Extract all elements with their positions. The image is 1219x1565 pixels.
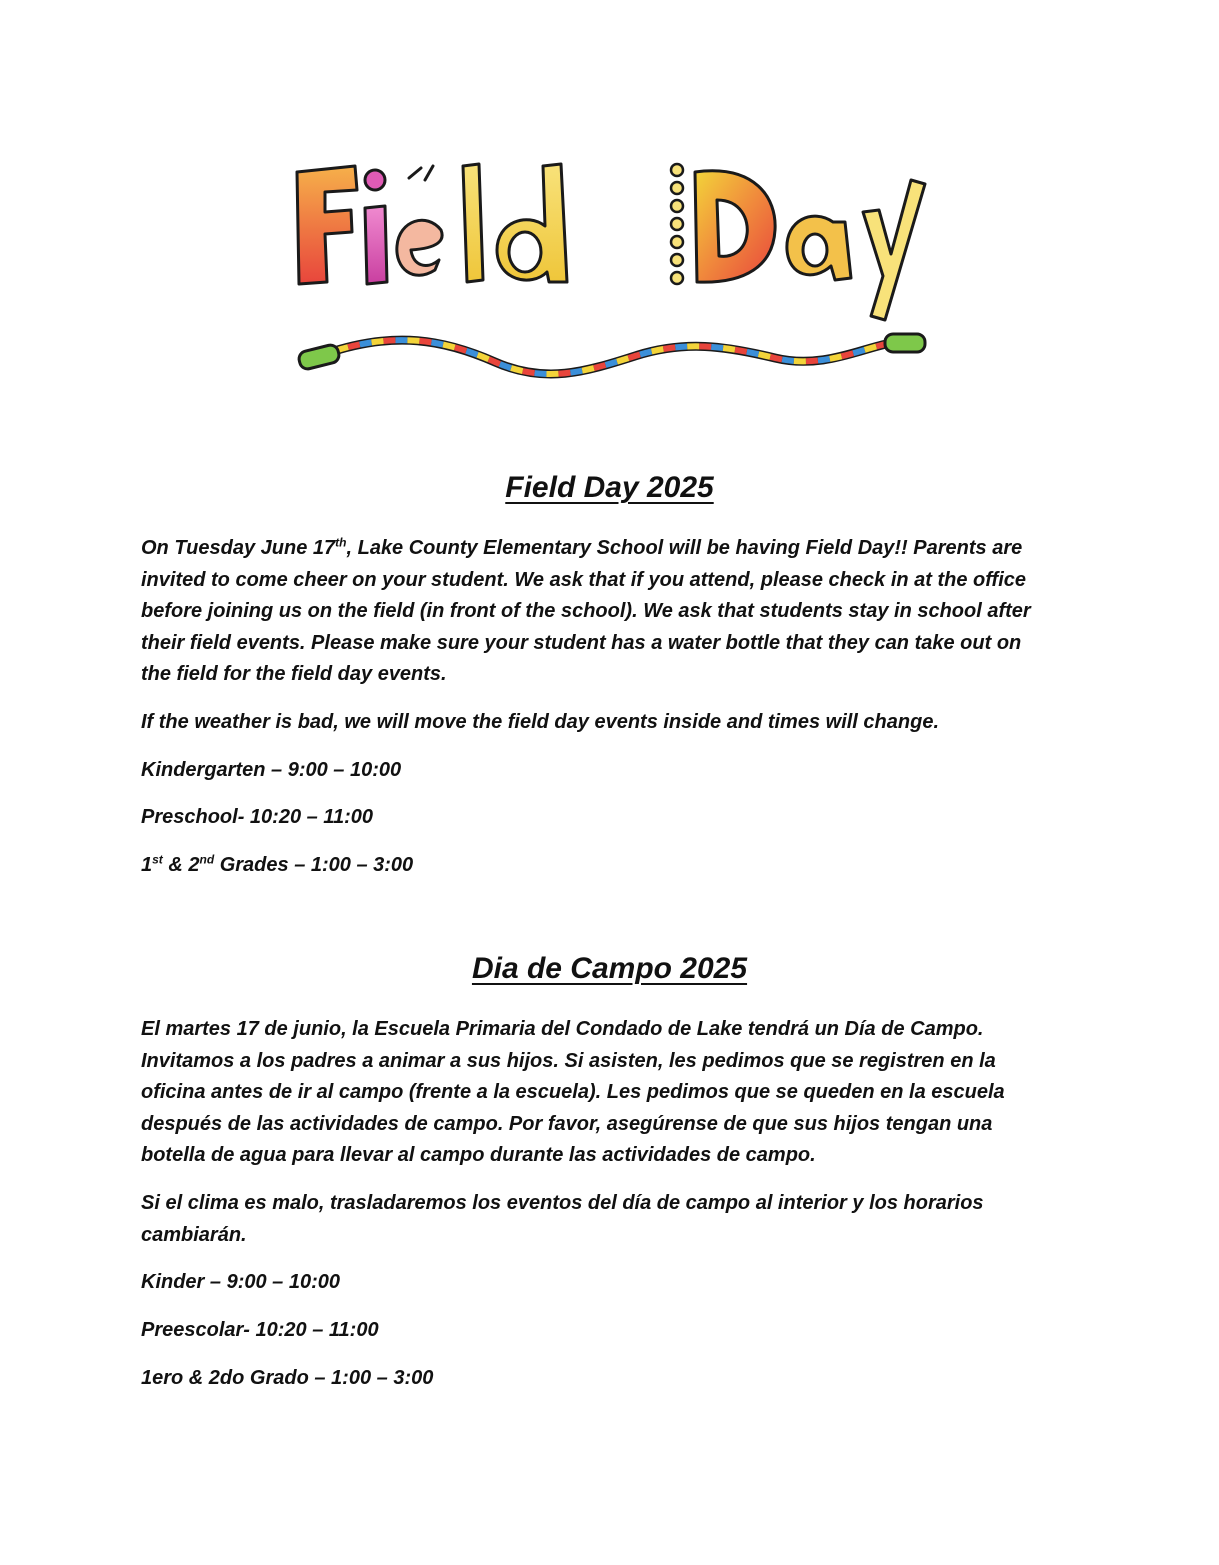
field-day-logo-icon [285,150,935,400]
spanish-paragraph-line-1: El martes 17 de junio, la Escuela Primaria del Condado de Lake tendrá un Día de Campo. [141,1018,984,1040]
english-schedule-preschool: Preschool- 10:20 – 11:00 [141,806,373,828]
spanish-title: Dia de Campo 2025 [471,952,748,985]
spanish-weather-note [141,1188,1091,1251]
spanish-paragraph-line-2: Invitamos a los padres a animar a sus hijos. Si asisten, les pedimos que se registren en la [141,1049,996,1072]
english-paragraph-line-4: their field events. Please make sure your student has a water bottle that they can take out on [141,631,1022,654]
spanish-schedule-preschool: Preescolar- 10:20 – 11:00 [141,1319,379,1341]
english-paragraph-line-1: On Tuesday June 17th, Lake County Elementary School will be having Field Day!! Parents are [141,535,1023,559]
english-paragraph-line-2: invited to come cheer on your student. We ask that if you attend, please check in at the office [141,568,1027,591]
english-paragraph [141,533,1091,691]
spanish-schedule-kinder: Kinder – 9:00 – 10:00 [141,1271,340,1293]
english-paragraph-line-3: before joining us on the field (in front of the school). We ask that students stay in school after [141,600,1031,622]
spanish-paragraph-line-4: después de las actividades de campo. Por favor, asegúrense de que sus hijos tengan una [141,1112,993,1135]
field-day-logo [285,150,935,400]
english-schedule-kindergarten: Kindergarten – 9:00 – 10:00 [141,759,402,781]
spanish-weather-line-1: Si el clima es malo, trasladaremos los eventos del día de campo al interior y los horarios [141,1192,984,1214]
spanish-paragraph [141,1014,1091,1172]
english-schedule-grades: 1st & 2nd Grades – 1:00 – 3:00 [141,852,414,876]
spanish-schedule-grades: 1ero & 2do Grado – 1:00 – 3:00 [141,1367,434,1389]
spanish-paragraph-line-5: botella de agua para llevar al campo durante las actividades de campo. [141,1144,816,1166]
english-weather-note: If the weather is bad, we will move the field day events inside and times will change. [141,711,939,733]
english-title: Field Day 2025 [505,471,714,504]
spanish-paragraph-line-3: oficina antes de ir al campo (frente a la escuela). Les pedimos que se queden en la escuela [141,1081,1005,1103]
english-paragraph-line-5: the field for the field day events. [141,663,447,685]
spanish-weather-line-2: cambiarán. [141,1223,247,1246]
